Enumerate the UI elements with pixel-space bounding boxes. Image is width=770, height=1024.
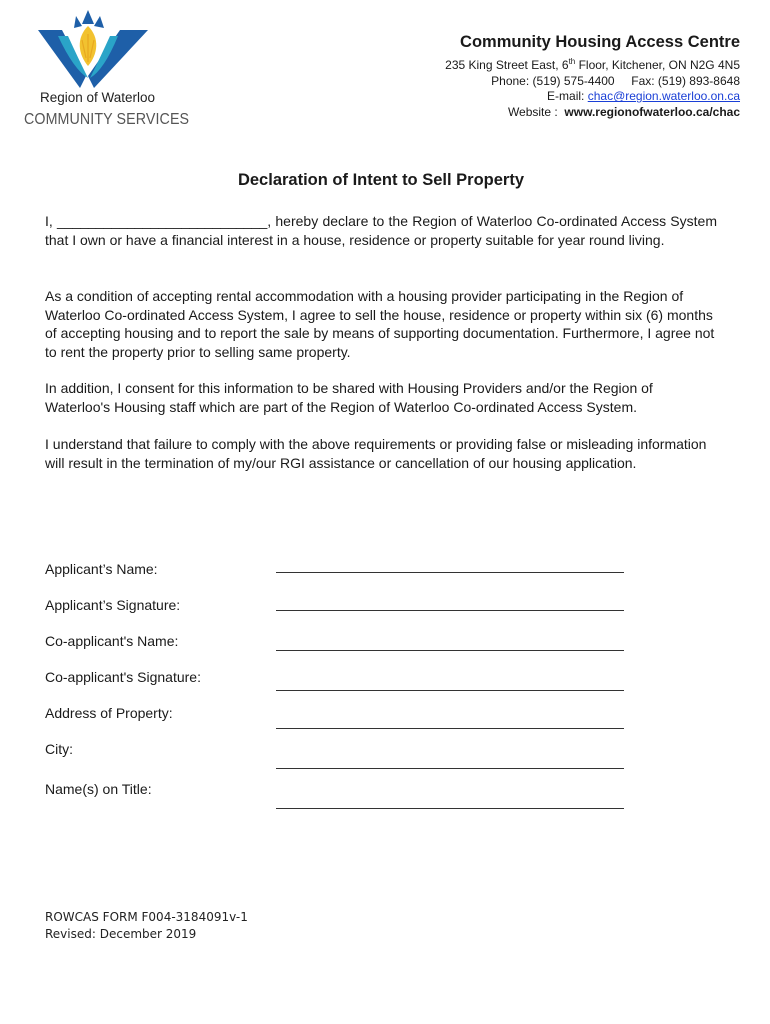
city-label: City: [45,741,73,757]
address-superscript: th [568,57,576,66]
names-on-title-label: Name(s) on Title: [45,781,152,797]
applicant-signature-label: Applicant’s Signature: [45,597,181,613]
address-part: Floor, Kitchener, ON N2G 4N5 [575,58,740,72]
declaration-paragraph: I, ___________________________, hereby declare to the Region of Waterloo Co-ordinated Access System that I own or have a financial interest in a house, residence or property suitable for year round living. [45,213,717,248]
names-on-title-field[interactable] [276,808,624,809]
email-line [445,89,740,105]
email-label: E-mail: [547,89,588,104]
contact-block [445,31,740,120]
property-address-label: Address of Property: [45,705,173,721]
applicant-name-field[interactable] [276,572,624,573]
email-link[interactable]: chac@region.waterloo.on.ca [587,89,740,104]
coapplicant-name-label: Co-applicant's Name: [45,633,179,649]
form-footer [45,909,248,943]
website-label: Website : [507,104,565,119]
document-title: Declaration of Intent to Sell Property [237,171,525,189]
form-number: ROWCAS FORM F004-3184091v-1 [45,910,248,924]
revision-date: Revised: December 2019 [45,927,197,941]
website-url: www.regionofwaterloo.ca/chac [564,104,740,119]
understanding-paragraph: I understand that failure to comply with the above requirements or providing false or misleading information will result in the termination of my/our RGI assistance or cancellation of our housing application. [45,436,707,471]
applicant-signature-field[interactable] [276,610,624,611]
coapplicant-signature-label: Co-applicant's Signature: [45,669,201,685]
centre-name: Community Housing Access Centre [460,33,740,51]
consent-paragraph: In addition, I consent for this information to be shared with Housing Providers and/or the Region of Waterloo's Housing staff which are part of the Region of Waterloo Co-ordinated Access System. [45,380,653,415]
property-address-field[interactable] [276,728,624,729]
region-of-waterloo-logo [24,8,190,129]
website-line [445,105,740,121]
waterloo-emblem-icon [24,8,154,88]
org-name: Region of Waterloo [40,90,156,105]
department-name: COMMUNITY SERVICES [24,111,190,128]
city-field[interactable] [276,768,624,769]
phone-fax-line: Phone: (519) 575-4400 Fax: (519) 893-8648 [491,73,740,88]
condition-paragraph: As a condition of accepting rental accommodation with a housing provider participating in the Region of Waterloo Co-ordinated Access System, I agree to sell the house, residence or property within six (6) months of accepting housing and to report the sale by means of supporting documentation. Furthermore, I agree not to rent the property prior to selling same property. [45,288,715,360]
address-line [445,54,740,74]
coapplicant-signature-field[interactable] [276,690,624,691]
applicant-name-label: Applicant’s Name: [45,561,158,577]
address-part: 235 King Street East, 6 [445,58,569,72]
coapplicant-name-field[interactable] [276,650,624,651]
